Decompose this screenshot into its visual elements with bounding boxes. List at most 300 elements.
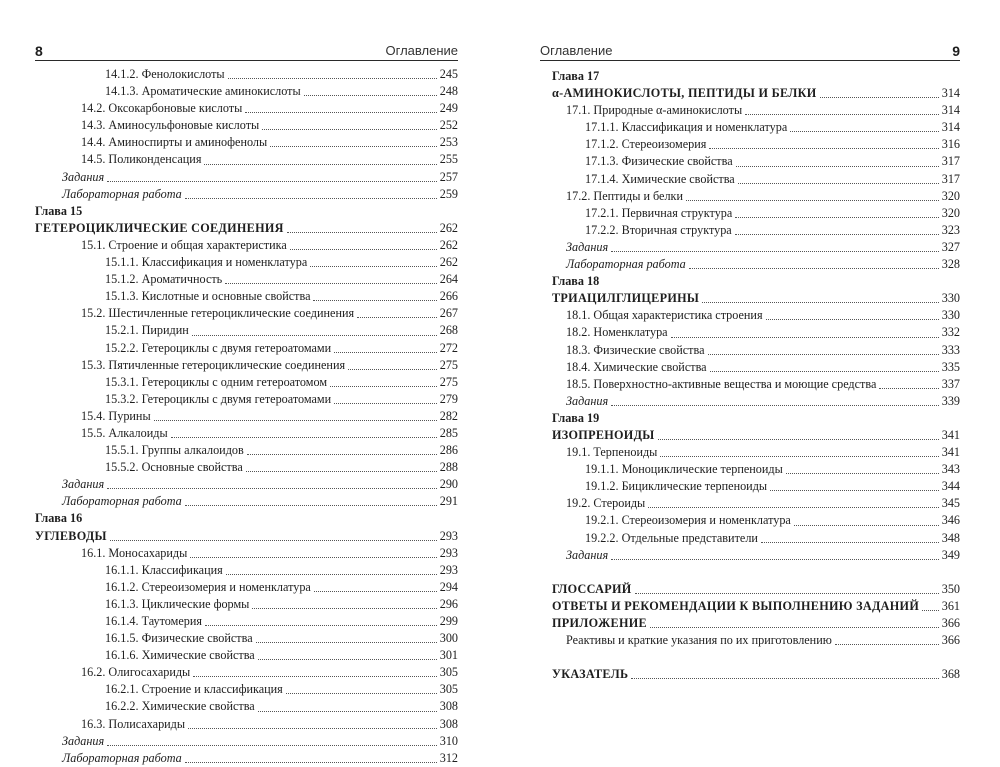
toc-entry[interactable] <box>35 391 458 408</box>
toc-entry[interactable] <box>552 530 960 547</box>
leader-dots <box>107 181 437 182</box>
toc-entry-page: 330 <box>939 290 960 307</box>
toc-entry-page: 245 <box>437 66 458 83</box>
toc-entry-page: 293 <box>437 545 458 562</box>
leader-dots <box>252 608 436 609</box>
toc-entry[interactable] <box>35 545 458 562</box>
toc-entry-page: 337 <box>939 376 960 393</box>
toc-entry-title: Задания <box>62 734 107 748</box>
toc-entry-title: 14.1.2. Фенолокислоты <box>105 67 228 81</box>
toc-entry-page: 262 <box>437 237 458 254</box>
toc-entry-page: 282 <box>437 408 458 425</box>
leader-dots <box>330 386 437 387</box>
toc-entry-title: 17.1.3. Физические свойства <box>585 154 736 168</box>
toc-entry-page: 305 <box>437 681 458 698</box>
toc-entry-title: ГЕТЕРОЦИКЛИЧЕСКИЕ СОЕДИНЕНИЯ <box>35 221 287 235</box>
toc-entry-page: 279 <box>437 391 458 408</box>
toc-entry-title: 16.1.3. Циклические формы <box>105 597 252 611</box>
right-page <box>500 0 1000 722</box>
toc-entry-page: 368 <box>939 666 960 683</box>
toc-entry-page: 266 <box>437 288 458 305</box>
toc-entry[interactable] <box>35 83 458 100</box>
leader-dots <box>709 148 938 149</box>
toc-entry-page: 330 <box>939 307 960 324</box>
toc-entry-title: Задания <box>566 394 611 408</box>
leader-dots <box>246 471 437 472</box>
toc-entry-title: 17.1.4. Химические свойства <box>585 172 738 186</box>
toc-entry-page: 299 <box>437 613 458 630</box>
toc-entry-title: 16.1.2. Стереоизомерия и номенклатура <box>105 580 314 594</box>
leader-dots <box>313 300 436 301</box>
toc-entry-title: Глава 17 <box>552 69 602 83</box>
toc-entry-title: 14.2. Оксокарбоновые кислоты <box>81 101 245 115</box>
toc-entry[interactable] <box>552 102 960 119</box>
toc-entry[interactable] <box>35 186 458 203</box>
toc-entry[interactable] <box>35 442 458 459</box>
toc-entry-title: ИЗОПРЕНОИДЫ <box>552 428 658 442</box>
toc-entry-page: 366 <box>939 615 960 632</box>
toc-entry-page: 262 <box>437 220 458 237</box>
toc-entry-title: 16.2. Олигосахариды <box>81 665 193 679</box>
toc-entry[interactable] <box>552 666 960 683</box>
leader-dots <box>185 505 437 506</box>
toc-entry-page: 308 <box>437 716 458 733</box>
toc-entry[interactable] <box>552 376 960 393</box>
toc-entry[interactable] <box>35 237 458 254</box>
leader-dots <box>702 302 939 303</box>
toc-entry-page: 301 <box>437 647 458 664</box>
toc-entry-page: 314 <box>939 119 960 136</box>
toc-entry[interactable] <box>35 750 458 767</box>
toc-entry-page: 335 <box>939 359 960 376</box>
page-number: 8 <box>35 43 43 59</box>
toc-entry-title: 15.3.1. Гетероциклы с одним гетероатомом <box>105 375 330 389</box>
toc-entry-title: 19.1.2. Бициклические терпеноиды <box>585 479 770 493</box>
toc-entry[interactable] <box>35 322 458 339</box>
toc-entry[interactable] <box>35 134 458 151</box>
toc-entry-title: 16.2.1. Строение и классификация <box>105 682 286 696</box>
toc-entry-page: 253 <box>437 134 458 151</box>
toc-entry[interactable] <box>35 374 458 391</box>
toc-entry[interactable] <box>35 254 458 271</box>
toc-entry-page: 305 <box>437 664 458 681</box>
leader-dots <box>648 507 938 508</box>
toc-entry[interactable] <box>35 66 458 83</box>
toc-entry-title: 17.1.2. Стереоизомерия <box>585 137 709 151</box>
toc-entry[interactable] <box>35 733 458 750</box>
toc-entry-page: 275 <box>437 357 458 374</box>
leader-dots <box>193 676 436 677</box>
leader-dots <box>922 610 939 611</box>
toc-entry-title: ОТВЕТЫ И РЕКОМЕНДАЦИИ К ВЫПОЛНЕНИЮ ЗАДАНИЙ <box>552 599 922 613</box>
toc-entry-title: 15.5. Алкалоиды <box>81 426 171 440</box>
toc-entry-page: 308 <box>437 698 458 715</box>
toc-entry-title: Задания <box>566 548 611 562</box>
toc-entry[interactable] <box>552 393 960 410</box>
toc-entry-title: Глава 16 <box>35 511 85 525</box>
toc-entry-title: 19.2. Стероиды <box>566 496 648 510</box>
toc-entry[interactable] <box>552 171 960 188</box>
toc-entry[interactable] <box>35 681 458 698</box>
leader-dots <box>110 540 437 541</box>
toc-entry[interactable] <box>552 256 960 273</box>
toc-entry-page: 345 <box>939 495 960 512</box>
toc-entry-title: α-АМИНОКИСЛОТЫ, ПЕПТИДЫ И БЕЛКИ <box>552 86 820 100</box>
toc-entry-page: 339 <box>939 393 960 410</box>
toc-entry[interactable] <box>552 547 960 564</box>
leader-dots <box>820 97 939 98</box>
leader-dots <box>185 762 437 763</box>
leader-dots <box>794 525 939 526</box>
left-page <box>0 0 500 765</box>
running-header <box>540 42 960 61</box>
toc-entry[interactable] <box>552 290 960 307</box>
toc-entry-title: Лабораторная работа <box>566 257 689 271</box>
leader-dots <box>190 557 436 558</box>
toc-entry-page: 349 <box>939 547 960 564</box>
leader-dots <box>188 728 437 729</box>
toc-entry-page: 350 <box>939 581 960 598</box>
toc-entry-page: 267 <box>437 305 458 322</box>
toc-entry-title: 15.1.1. Классификация и номенклатура <box>105 255 310 269</box>
toc-entry-title: Лабораторная работа <box>62 751 185 765</box>
toc-entry-page: 346 <box>939 512 960 529</box>
leader-dots <box>611 559 939 560</box>
toc-entry-title: 18.5. Поверхностно-активные вещества и моющие средства <box>566 377 879 391</box>
leader-dots <box>228 78 437 79</box>
toc-entry-title: Лабораторная работа <box>62 187 185 201</box>
toc-entry-page: 300 <box>437 630 458 647</box>
running-title: Оглавление <box>540 43 613 58</box>
leader-dots <box>204 164 436 165</box>
toc-entry-page: 252 <box>437 117 458 134</box>
toc-entry[interactable] <box>552 495 960 512</box>
toc-entry[interactable] <box>35 357 458 374</box>
table-of-contents <box>35 66 458 767</box>
leader-dots <box>786 473 939 474</box>
spacer <box>552 564 960 581</box>
toc-entry-title: 19.2.1. Стереоизомерия и номенклатура <box>585 513 794 527</box>
leader-dots <box>708 354 939 355</box>
toc-entry-page: 293 <box>437 562 458 579</box>
toc-entry-title: 14.4. Аминоспирты и аминофенолы <box>81 135 270 149</box>
toc-entry[interactable] <box>552 359 960 376</box>
toc-entry-page: 255 <box>437 151 458 168</box>
toc-entry-title: 15.5.2. Основные свойства <box>105 460 246 474</box>
leader-dots <box>770 490 939 491</box>
toc-entry-title: 17.2. Пептиды и белки <box>566 189 686 203</box>
toc-entry-title: Глава 18 <box>552 274 602 288</box>
leader-dots <box>290 249 437 250</box>
leader-dots <box>270 146 437 147</box>
toc-entry-title: 17.2.2. Вторичная структура <box>585 223 735 237</box>
toc-entry-page: 262 <box>437 254 458 271</box>
toc-entry-page: 323 <box>939 222 960 239</box>
toc-entry[interactable] <box>35 698 458 715</box>
toc-entry-page: 268 <box>437 322 458 339</box>
leader-dots <box>357 317 437 318</box>
toc-entry[interactable] <box>35 647 458 664</box>
toc-entry[interactable] <box>35 596 458 613</box>
leader-dots <box>314 591 437 592</box>
toc-entry[interactable] <box>35 271 458 288</box>
toc-entry-title: 15.1.2. Ароматичность <box>105 272 225 286</box>
toc-entry[interactable] <box>35 220 458 237</box>
leader-dots <box>258 659 437 660</box>
toc-entry-title: 16.2.2. Химические свойства <box>105 699 258 713</box>
toc-entry[interactable] <box>35 459 458 476</box>
leader-dots <box>790 131 938 132</box>
toc-entry[interactable] <box>35 305 458 322</box>
toc-entry-page: 320 <box>939 205 960 222</box>
toc-entry-title: Задания <box>566 240 611 254</box>
toc-entry-page: 312 <box>437 750 458 767</box>
toc-entry[interactable] <box>35 100 458 117</box>
toc-entry-title: Глава 19 <box>552 411 602 425</box>
leader-dots <box>745 114 939 115</box>
leader-dots <box>171 437 437 438</box>
leader-dots <box>107 745 437 746</box>
toc-entry-page: 328 <box>939 256 960 273</box>
leader-dots <box>635 593 939 594</box>
toc-entry-title: 14.5. Поликонденсация <box>81 152 204 166</box>
table-of-contents <box>552 68 960 683</box>
leader-dots <box>226 574 437 575</box>
leader-dots <box>107 488 437 489</box>
toc-entry[interactable] <box>35 528 458 545</box>
toc-entry-page: 286 <box>437 442 458 459</box>
toc-entry-title: 17.2.1. Первичная структура <box>585 206 735 220</box>
toc-entry-title: УКАЗАТЕЛЬ <box>552 667 631 681</box>
leader-dots <box>736 166 939 167</box>
toc-entry-title: 17.1. Природные α-аминокислоты <box>566 103 745 117</box>
toc-entry-page: 259 <box>437 186 458 203</box>
chapter-heading[interactable] <box>35 510 458 527</box>
toc-entry-page: 314 <box>939 85 960 102</box>
toc-entry[interactable] <box>35 613 458 630</box>
toc-entry-page: 344 <box>939 478 960 495</box>
toc-entry-page: 341 <box>939 444 960 461</box>
leader-dots <box>334 352 437 353</box>
toc-entry-page: 248 <box>437 83 458 100</box>
toc-entry-page: 333 <box>939 342 960 359</box>
chapter-heading[interactable] <box>552 68 960 85</box>
toc-entry-title: 19.1.1. Моноциклические терпеноиды <box>585 462 786 476</box>
toc-entry-title: Задания <box>62 170 107 184</box>
leader-dots <box>310 266 436 267</box>
leader-dots <box>334 403 437 404</box>
toc-entry[interactable] <box>35 579 458 596</box>
toc-entry[interactable] <box>552 222 960 239</box>
toc-entry-page: 293 <box>437 528 458 545</box>
toc-entry[interactable] <box>35 408 458 425</box>
leader-dots <box>256 642 437 643</box>
toc-entry-title: ПРИЛОЖЕНИЕ <box>552 616 650 630</box>
toc-entry-title: 18.4. Химические свойства <box>566 360 710 374</box>
leader-dots <box>879 388 938 389</box>
toc-entry[interactable] <box>552 205 960 222</box>
leader-dots <box>738 183 939 184</box>
leader-dots <box>348 369 437 370</box>
leader-dots <box>258 711 437 712</box>
toc-entry[interactable] <box>35 476 458 493</box>
toc-entry[interactable] <box>552 598 960 615</box>
leader-dots <box>247 454 437 455</box>
toc-entry-title: 15.3. Пятичленные гетероциклические соединения <box>81 358 348 372</box>
toc-entry[interactable] <box>552 342 960 359</box>
toc-entry[interactable] <box>35 151 458 168</box>
leader-dots <box>611 251 939 252</box>
leader-dots <box>185 198 437 199</box>
leader-dots <box>671 337 939 338</box>
toc-entry-page: 296 <box>437 596 458 613</box>
leader-dots <box>225 283 436 284</box>
toc-entry-title: Задания <box>62 477 107 491</box>
leader-dots <box>192 335 437 336</box>
leader-dots <box>660 456 938 457</box>
toc-entry[interactable] <box>552 512 960 529</box>
toc-entry-title: 16.1.5. Физические свойства <box>105 631 256 645</box>
leader-dots <box>650 627 939 628</box>
leader-dots <box>735 217 938 218</box>
toc-entry-title: 15.1.3. Кислотные и основные свойства <box>105 289 313 303</box>
toc-entry-page: 264 <box>437 271 458 288</box>
toc-entry[interactable] <box>35 493 458 510</box>
leader-dots <box>658 439 939 440</box>
toc-entry-title: 18.3. Физические свойства <box>566 343 708 357</box>
toc-entry-page: 361 <box>939 598 960 615</box>
toc-entry[interactable] <box>552 153 960 170</box>
toc-entry-page: 291 <box>437 493 458 510</box>
toc-entry[interactable] <box>552 85 960 102</box>
toc-entry-title: 16.1. Моносахариды <box>81 546 190 560</box>
toc-entry[interactable] <box>35 425 458 442</box>
toc-entry-title: 15.3.2. Гетероциклы с двумя гетероатомами <box>105 392 334 406</box>
toc-entry-title: 15.2.1. Пиридин <box>105 323 192 337</box>
chapter-heading[interactable] <box>35 203 458 220</box>
toc-entry[interactable] <box>35 630 458 647</box>
leader-dots <box>761 542 939 543</box>
toc-entry-page: 316 <box>939 136 960 153</box>
leader-dots <box>245 112 436 113</box>
toc-entry[interactable] <box>552 615 960 632</box>
toc-entry-title: 17.1.1. Классификация и номенклатура <box>585 120 790 134</box>
toc-entry[interactable] <box>35 169 458 186</box>
toc-entry-title: 14.3. Аминосульфоновые кислоты <box>81 118 262 132</box>
leader-dots <box>710 371 939 372</box>
toc-entry[interactable] <box>552 581 960 598</box>
chapter-heading[interactable] <box>552 410 960 427</box>
page-number: 9 <box>952 43 960 59</box>
chapter-heading[interactable] <box>552 273 960 290</box>
spacer <box>552 649 960 666</box>
leader-dots <box>835 644 939 645</box>
toc-entry-page: 257 <box>437 169 458 186</box>
toc-entry-title: 19.1. Терпеноиды <box>566 445 660 459</box>
toc-entry[interactable] <box>552 444 960 461</box>
toc-entry-page: 332 <box>939 324 960 341</box>
leader-dots <box>611 405 939 406</box>
toc-entry-title: 14.1.3. Ароматические аминокислоты <box>105 84 304 98</box>
toc-entry[interactable] <box>552 188 960 205</box>
toc-entry-page: 249 <box>437 100 458 117</box>
toc-entry-page: 272 <box>437 340 458 357</box>
toc-entry-title: 18.1. Общая характеристика строения <box>566 308 766 322</box>
leader-dots <box>631 678 938 679</box>
leader-dots <box>689 268 939 269</box>
leader-dots <box>154 420 437 421</box>
leader-dots <box>735 234 939 235</box>
toc-entry-page: 314 <box>939 102 960 119</box>
leader-dots <box>304 95 437 96</box>
running-title: Оглавление <box>385 43 458 58</box>
toc-entry-title: 15.1. Строение и общая характеристика <box>81 238 290 252</box>
toc-entry[interactable] <box>552 307 960 324</box>
toc-entry[interactable] <box>35 340 458 357</box>
toc-entry[interactable] <box>552 461 960 478</box>
toc-entry-title: ТРИАЦИЛГЛИЦЕРИНЫ <box>552 291 702 305</box>
toc-entry[interactable] <box>552 427 960 444</box>
leader-dots <box>686 200 939 201</box>
toc-entry[interactable] <box>35 117 458 134</box>
toc-entry-title: 15.4. Пурины <box>81 409 154 423</box>
toc-entry-title: Лабораторная работа <box>62 494 185 508</box>
toc-entry-title: 15.2. Шестичленные гетероциклические соединения <box>81 306 357 320</box>
toc-entry-page: 285 <box>437 425 458 442</box>
toc-entry-title: ГЛОССАРИЙ <box>552 582 635 596</box>
toc-entry-title: Глава 15 <box>35 204 85 218</box>
toc-entry[interactable] <box>552 136 960 153</box>
toc-entry-page: 348 <box>939 530 960 547</box>
toc-entry-page: 341 <box>939 427 960 444</box>
toc-entry[interactable] <box>35 664 458 681</box>
toc-entry-page: 366 <box>939 632 960 649</box>
toc-entry-title: 19.2.2. Отдельные представители <box>585 531 761 545</box>
toc-entry-title: УГЛЕВОДЫ <box>35 529 110 543</box>
toc-entry[interactable] <box>35 288 458 305</box>
toc-entry-page: 275 <box>437 374 458 391</box>
toc-entry-title: Реактивы и краткие указания по их приготовлению <box>566 633 835 647</box>
toc-entry-page: 317 <box>939 171 960 188</box>
toc-entry-title: 15.2.2. Гетероциклы с двумя гетероатомами <box>105 341 334 355</box>
toc-entry-page: 317 <box>939 153 960 170</box>
toc-entry-page: 288 <box>437 459 458 476</box>
toc-entry-page: 294 <box>437 579 458 596</box>
toc-entry[interactable] <box>552 478 960 495</box>
toc-entry-page: 320 <box>939 188 960 205</box>
running-header <box>35 42 458 61</box>
toc-entry-title: 16.1.4. Таутомерия <box>105 614 205 628</box>
toc-entry-title: 18.2. Номенклатура <box>566 325 671 339</box>
toc-entry-title: 16.1.6. Химические свойства <box>105 648 258 662</box>
leader-dots <box>286 693 437 694</box>
toc-entry-title: 16.3. Полисахариды <box>81 717 188 731</box>
leader-dots <box>287 232 437 233</box>
toc-entry[interactable] <box>552 239 960 256</box>
toc-entry-title: 15.5.1. Группы алкалоидов <box>105 443 247 457</box>
toc-entry[interactable] <box>552 324 960 341</box>
toc-entry[interactable] <box>35 716 458 733</box>
leader-dots <box>766 319 939 320</box>
toc-entry-title: 16.1.1. Классификация <box>105 563 226 577</box>
toc-entry-page: 310 <box>437 733 458 750</box>
leader-dots <box>205 625 437 626</box>
toc-entry[interactable] <box>35 562 458 579</box>
toc-entry-page: 327 <box>939 239 960 256</box>
toc-entry[interactable] <box>552 632 960 649</box>
toc-entry-page: 343 <box>939 461 960 478</box>
toc-entry[interactable] <box>552 119 960 136</box>
